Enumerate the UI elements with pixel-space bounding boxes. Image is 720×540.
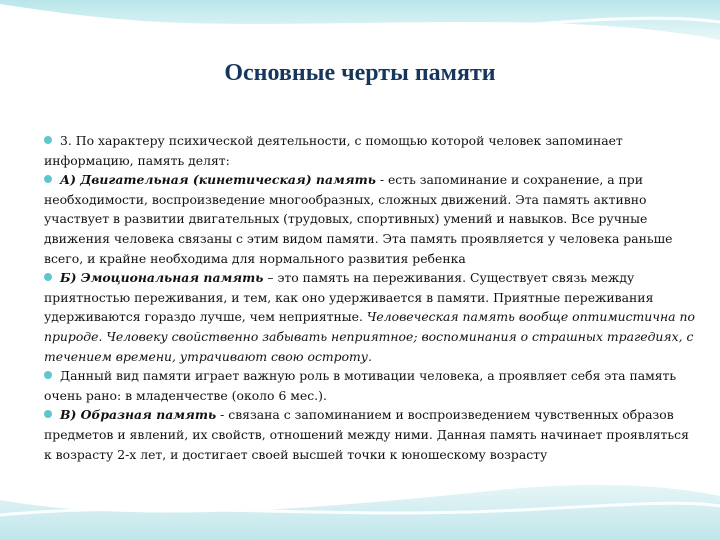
slide-body [44, 131, 696, 464]
paragraph-text: – это память на переживания. Существует связь между приятностью переживания, и тем, как оно удерживается в памяти. Приятные переживания удерживаются гораздо лучше, чем неприятные. [44, 270, 654, 325]
italic-note: Человеческая память вообще оптимистична по природе. Человеку свойственно забывать неприятное; воспоминания о страшных трагедиях, с течением времени, утрачивают свою остроту. [44, 309, 695, 364]
paragraph-text: - есть запоминание и сохранение, а при необходимости, воспроизведение многообразных, сложных движений. Эта память активно участвует в развитии двигательных (трудовых, спортивных) умений и навыков. Все ручные движения человека связаны с этим видом памяти. Эта память проявляется у человека раньше всего, и крайне необходима для нормального развития ребенка [44, 172, 673, 266]
paragraph-text: 3. По характеру психической деятельности, с помощью которой человек запоминает информацию, память делят: [44, 133, 623, 168]
term-emotional-memory: Б) Эмоциональная память [60, 270, 264, 286]
bullet-item-2 [44, 170, 696, 268]
bullet-item-3 [44, 268, 696, 366]
slide-title: Основные черты памяти [224, 60, 496, 86]
bullet-dot-icon [44, 410, 52, 418]
term-image-memory: В) Образная память [60, 407, 217, 423]
bullet-item-4 [44, 366, 696, 405]
paragraph-text: - связана с запоминанием и воспроизведением чувственных образов предметов и явлений, их свойств, отношений между ними. Данная память начинает проявляться к возрасту 2-х лет, и достигает своей высшей точки к юношескому возрасту [44, 407, 689, 462]
bullet-dot-icon [44, 371, 52, 379]
paragraph-text: Данный вид памяти играет важную роль в мотивации человека, а проявляет себя эта память очень рано: в младенчестве (около 6 мес.). [44, 368, 677, 403]
term-motor-memory: А) Двигательная (кинетическая) память [60, 172, 376, 188]
bullet-dot-icon [44, 136, 52, 144]
bullet-dot-icon [44, 175, 52, 183]
bullet-item-5 [44, 405, 696, 464]
bullet-item-1 [44, 131, 696, 170]
bullet-dot-icon [44, 273, 52, 281]
